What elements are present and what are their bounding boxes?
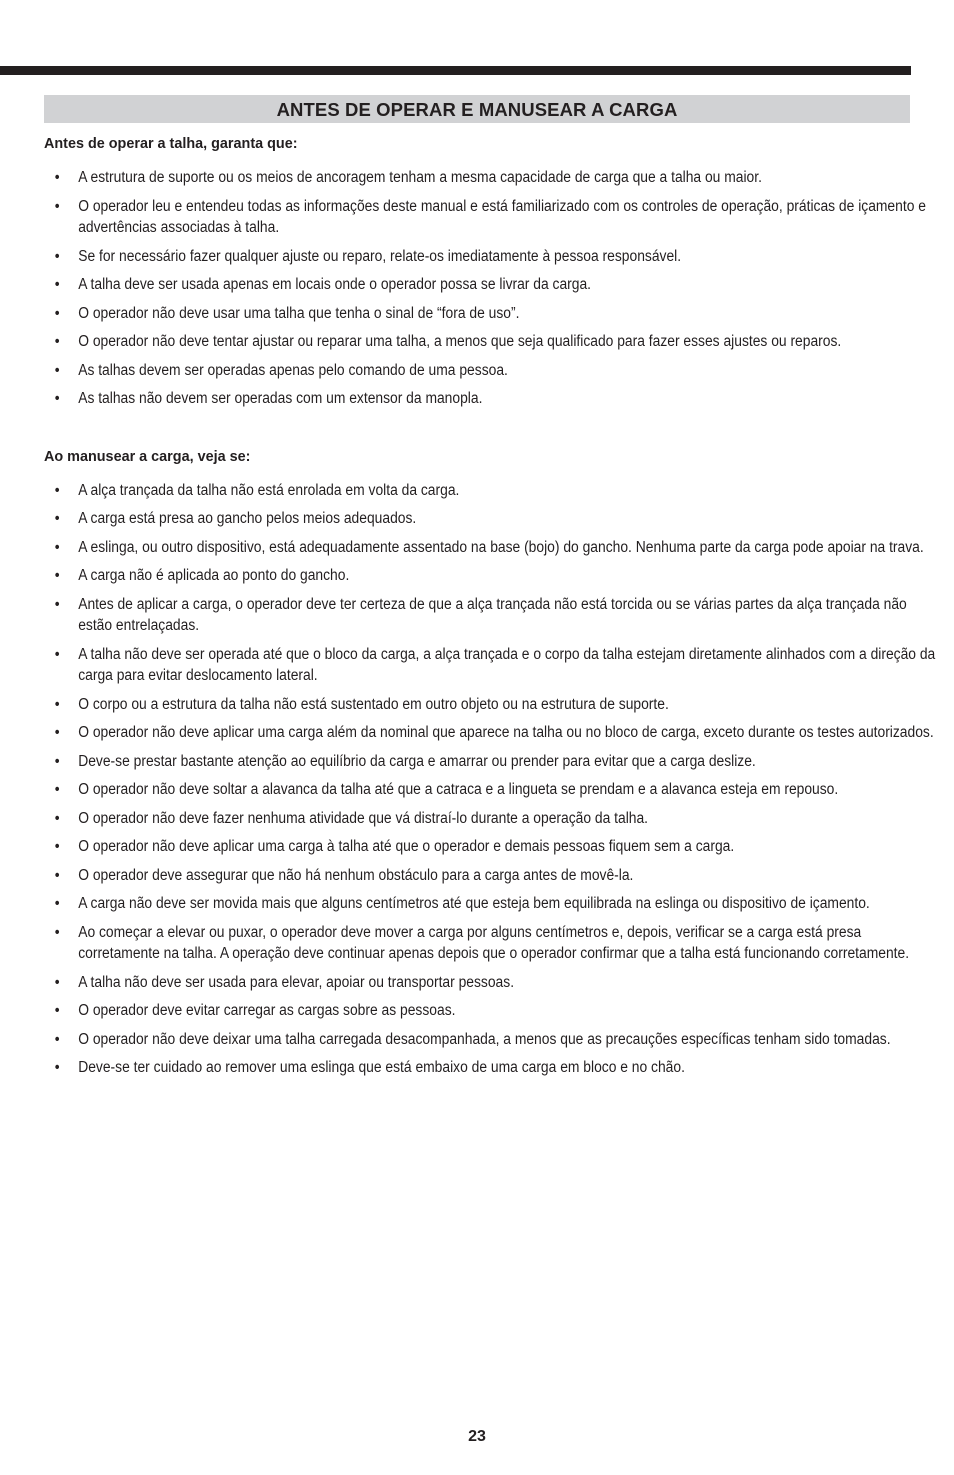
list-item: [44, 388, 942, 410]
bullet-icon: •: [54, 695, 60, 713]
list-item-text: O operador não deve fazer nenhuma atividade que vá distraí-lo durante a operação da talha.: [78, 809, 649, 827]
bullet-icon: •: [54, 1030, 60, 1048]
list-item-text: O operador não deve aplicar uma carga além da nominal que aparece na talha ou no bloco de carga, exceto durante os testes autorizados.: [78, 724, 934, 741]
bullet-icon: •: [54, 781, 60, 798]
bullet-icon: •: [54, 923, 60, 941]
list-item-text: As talhas devem ser operadas apenas pelo comando de uma pessoa.: [78, 361, 508, 379]
section-heading: ANTES DE OPERAR E MANUSEAR A CARGA: [44, 95, 910, 123]
list-item-text: O corpo ou a estrutura da talha não está sustentado em outro objeto ou na estrutura de suporte.: [78, 695, 669, 713]
bullet-icon: •: [54, 724, 60, 741]
list-item-text: Deve-se ter cuidado ao remover uma eslinga que está embaixo de uma carga em bloco e no chão.: [78, 1059, 685, 1076]
bullet-icon: •: [54, 752, 60, 770]
list-item: [44, 196, 942, 239]
list-item: [44, 246, 942, 268]
list-item-text: O operador deve evitar carregar as cargas sobre as pessoas.: [78, 1002, 456, 1019]
before-operating-list: [44, 167, 926, 410]
bullet-icon: •: [54, 390, 60, 407]
list-item: [44, 167, 942, 189]
list-item-text: A eslinga, ou outro dispositivo, está adequadamente assentado na base (bojo) do gancho. Nenhuma parte da carga pode apoiar na trava.: [78, 538, 924, 556]
bullet-icon: •: [54, 169, 60, 186]
list-item-text: A talha não deve ser usada para elevar, apoiar ou transportar pessoas.: [78, 973, 515, 991]
list-item: [44, 594, 942, 637]
list-item-text: A talha não deve ser operada até que o bloco da carga, a alça trançada e o corpo da talha estejam diretamente alinhados com a direção da carga para evitar deslocamento lateral.: [78, 645, 936, 684]
list-item-text: Ao começar a elevar ou puxar, o operador deve mover a carga por alguns centímetros e, depois, verificar se a carga está presa corretamente na talha. A operação deve continuar apenas depois que o operador confirmar que a talha está funcionando corretamente.: [78, 923, 910, 962]
list-item-text: A carga não deve ser movida mais que alguns centímetros até que esteja bem equilibrada na eslinga ou dispositivo de içamento.: [78, 895, 870, 912]
list-item: [44, 331, 942, 353]
bullet-icon: •: [54, 510, 60, 527]
list-item: [44, 722, 942, 744]
bullet-icon: •: [54, 304, 60, 322]
list-item: [44, 1029, 942, 1051]
list-item: [44, 537, 942, 559]
handling-load-list: [44, 480, 936, 1079]
list-item: [44, 274, 942, 296]
page-number: 23: [468, 1428, 486, 1445]
list-item-text: A carga não é aplicada ao ponto do gancho.: [78, 567, 350, 584]
top-rule: [0, 66, 911, 75]
bullet-icon: •: [54, 567, 60, 584]
list-item: [44, 893, 942, 915]
list-item-text: O operador não deve tentar ajustar ou reparar uma talha, a menos que seja qualificado para fazer esses ajustes ou reparos.: [78, 333, 842, 350]
list-item-text: A alça trançada da talha não está enrolada em volta da carga.: [78, 481, 460, 499]
list-item-text: A carga está presa ao gancho pelos meios adequados.: [78, 510, 417, 527]
list-item: [44, 480, 942, 502]
before-operating-heading: Antes de operar a talha, garanta que:: [44, 136, 298, 152]
list-item: [44, 1000, 942, 1022]
list-item: [44, 565, 942, 587]
list-item-text: Se for necessário fazer qualquer ajuste ou reparo, relate-os imediatamente à pessoa responsável.: [78, 247, 682, 265]
list-item-text: Antes de aplicar a carga, o operador deve ter certeza de que a alça trançada não está torcida ou se várias partes da alça trançada não estão entrelaçadas.: [78, 595, 907, 634]
list-item: [44, 1057, 942, 1079]
list-item: [44, 808, 942, 830]
bullet-icon: •: [54, 973, 60, 991]
list-item: [44, 303, 942, 325]
bullet-icon: •: [54, 197, 60, 215]
bullet-icon: •: [54, 645, 60, 663]
bullet-icon: •: [54, 866, 60, 884]
list-item-text: O operador leu e entendeu todas as informações deste manual e está familiarizado com os controles de operação, práticas de içamento e advertências associadas à talha.: [78, 197, 926, 236]
list-item: [44, 865, 942, 887]
list-item: [44, 922, 942, 965]
handling-load-heading: Ao manusear a carga, veja se:: [44, 448, 251, 465]
list-item-text: O operador não deve soltar a alavanca da talha até que a catraca e a lingueta se prendam e a alavanca esteja em repouso.: [78, 781, 839, 798]
bullet-icon: •: [54, 895, 60, 912]
list-item: [44, 836, 942, 858]
list-item: [44, 360, 942, 382]
list-item: [44, 779, 942, 801]
list-item: [44, 694, 942, 716]
list-item-text: O operador não deve deixar uma talha carregada desacompanhada, a menos que as precauções específicas tenham sido tomadas.: [78, 1030, 891, 1048]
list-item-text: Deve-se prestar bastante atenção ao equilíbrio da carga e amarrar ou prender para evitar que a carga deslize.: [78, 752, 756, 770]
bullet-icon: •: [54, 595, 60, 613]
list-item-text: A estrutura de suporte ou os meios de ancoragem tenham a mesma capacidade de carga que a talha ou maior.: [78, 169, 762, 186]
bullet-icon: •: [54, 481, 60, 499]
bullet-icon: •: [54, 1002, 60, 1019]
list-item-text: O operador não deve aplicar uma carga à talha até que o operador e demais pessoas fiquem sem a carga.: [78, 838, 735, 855]
list-item: [44, 751, 942, 773]
list-item: [44, 644, 942, 687]
bullet-icon: •: [54, 361, 60, 379]
bullet-icon: •: [54, 809, 60, 827]
bullet-icon: •: [54, 1059, 60, 1076]
list-item-text: A talha deve ser usada apenas em locais onde o operador possa se livrar da carga.: [78, 276, 592, 293]
list-item-text: O operador deve assegurar que não há nenhum obstáculo para a carga antes de movê-la.: [78, 866, 634, 884]
list-item: [44, 972, 942, 994]
bullet-icon: •: [54, 276, 60, 293]
list-item-text: As talhas não devem ser operadas com um extensor da manopla.: [78, 390, 483, 407]
bullet-icon: •: [54, 333, 60, 350]
bullet-icon: •: [54, 838, 60, 855]
bullet-icon: •: [54, 247, 60, 265]
list-item-text: O operador não deve usar uma talha que tenha o sinal de “fora de uso”.: [78, 304, 520, 322]
list-item: [44, 508, 942, 530]
page-content: [44, 95, 936, 1086]
bullet-icon: •: [54, 538, 60, 556]
